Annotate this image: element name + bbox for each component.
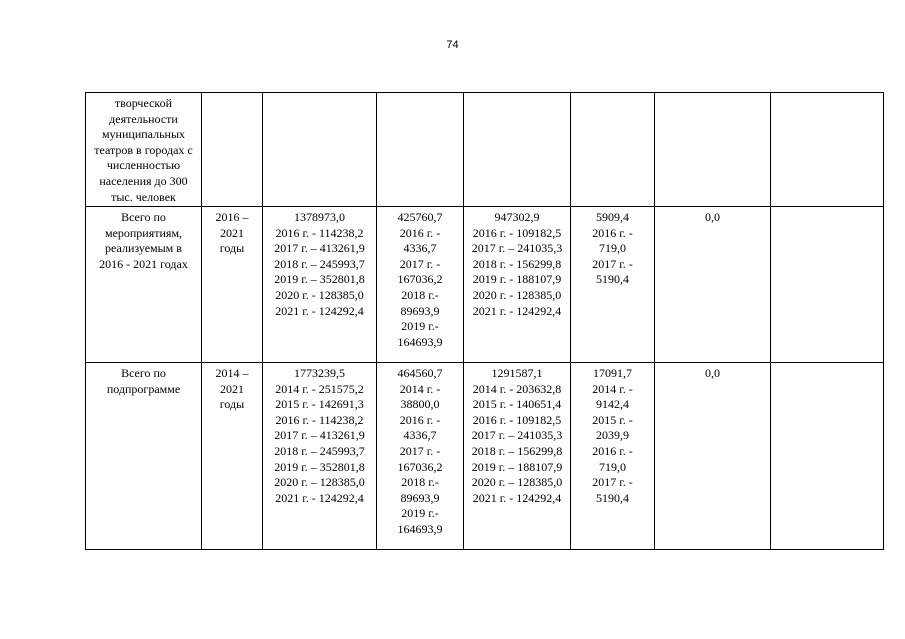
local-funding-line: 5190,4 xyxy=(596,272,629,287)
local-funding-line: 2015 г. - xyxy=(592,412,633,427)
local-funding-line: 5909,4 xyxy=(596,210,629,224)
federal-funding-cell xyxy=(377,93,464,207)
measure-name-line: творческой xyxy=(114,96,173,110)
federal-funding-line: 2019 г.- xyxy=(401,506,439,521)
local-funding-cell xyxy=(571,363,655,550)
measure-name-line: деятельности xyxy=(109,111,178,126)
measure-name-line: населения до 300 xyxy=(99,173,188,188)
federal-funding-line: 164693,9 xyxy=(397,521,443,536)
measure-name-line: мероприятиям, xyxy=(104,225,183,240)
regional-funding-line: 2021 г. - 124292,4 xyxy=(472,303,562,318)
federal-funding-line: 38800,0 xyxy=(400,397,440,412)
total-funding-line: 2020 г. – 128385,0 xyxy=(274,475,365,490)
total-funding-line: 2018 г. – 245993,7 xyxy=(274,256,365,271)
period-cell xyxy=(202,93,263,207)
local-funding-line: 5190,4 xyxy=(596,490,629,505)
federal-funding-line: 2014 г. - xyxy=(399,381,441,396)
regional-funding-line: 2017 г. – 241035,3 xyxy=(471,428,563,443)
total-funding-line: 2018 г. – 245993,7 xyxy=(274,443,365,458)
measure-name-line: муниципальных xyxy=(101,127,186,142)
local-funding-line: 2017 г. - xyxy=(592,475,633,490)
period-cell xyxy=(202,363,263,550)
federal-funding-cell xyxy=(377,207,464,363)
total-funding-cell xyxy=(263,363,377,550)
measure-name-line: Всего по xyxy=(121,366,166,380)
regional-funding-line: 2018 г. – 156299,8 xyxy=(471,443,563,458)
federal-funding-line: 2016 г. - xyxy=(399,412,441,427)
federal-funding-line: 2018 г.- xyxy=(401,475,439,490)
federal-funding-line: 164693,9 xyxy=(397,334,443,349)
page-number: 74 xyxy=(446,39,459,51)
local-funding-line: 2014 г. - xyxy=(592,381,633,396)
table-row xyxy=(86,363,884,550)
total-funding-line: 2021 г. - 124292,4 xyxy=(275,303,364,318)
regional-funding-line: 2014 г. - 203632,8 xyxy=(472,381,562,396)
federal-funding-line: 2017 г. - xyxy=(399,256,441,271)
measure-name-line: Всего по xyxy=(121,210,166,224)
federal-funding-cell xyxy=(377,363,464,550)
federal-funding-line: 89693,9 xyxy=(400,303,440,318)
regional-funding-line: 2020 г. - 128385,0 xyxy=(472,287,562,302)
local-funding-line: 17091,7 xyxy=(593,366,632,380)
total-funding-line: 2019 г. – 352801,8 xyxy=(274,459,365,474)
local-funding-line: 2016 г. - xyxy=(592,225,633,240)
measure-name-cell xyxy=(86,207,202,363)
federal-funding-line: 2019 г.- xyxy=(401,319,439,334)
total-funding-line: 2020 г. - 128385,0 xyxy=(275,287,364,302)
local-funding-line: 2017 г. - xyxy=(592,256,633,271)
total-funding-line: 1378973,0 xyxy=(294,210,345,224)
notes-cell xyxy=(771,207,884,363)
table-body xyxy=(86,93,884,550)
total-funding-line: 1773239,5 xyxy=(294,366,345,380)
total-funding-line: 2017 г. – 413261,9 xyxy=(274,428,365,443)
local-funding-line: 719,0 xyxy=(599,459,626,474)
local-funding-line: 9142,4 xyxy=(596,397,629,412)
notes-cell xyxy=(771,363,884,550)
federal-funding-line: 425760,7 xyxy=(397,210,443,224)
period-line: 2021 xyxy=(220,381,244,396)
regional-funding-line: 2017 г. – 241035,3 xyxy=(471,241,563,256)
regional-funding-line: 2019 г. - 188107,9 xyxy=(472,272,562,287)
total-funding-cell xyxy=(263,207,377,363)
period-line: 2021 xyxy=(220,225,244,240)
federal-funding-line: 167036,2 xyxy=(397,272,443,287)
other-funding-cell: 0,0 xyxy=(655,207,771,363)
table-row xyxy=(86,93,884,207)
total-funding-line: 2021 г. - 124292,4 xyxy=(275,490,364,505)
regional-funding-line: 2020 г. – 128385,0 xyxy=(471,475,563,490)
budget-table xyxy=(85,92,884,550)
notes-cell xyxy=(771,93,884,207)
total-funding-cell xyxy=(263,93,377,207)
total-funding-line: 2015 г. - 142691,3 xyxy=(275,397,364,412)
measure-name-line: театров в городах с xyxy=(94,142,193,157)
total-funding-line: 2019 г. – 352801,8 xyxy=(274,272,365,287)
local-funding-line: 719,0 xyxy=(599,241,626,256)
period-line: 2014 – xyxy=(215,366,249,380)
other-funding-cell xyxy=(655,93,771,207)
regional-funding-line: 2021 г. - 124292,4 xyxy=(472,490,562,505)
regional-funding-cell xyxy=(464,93,571,207)
local-funding-cell xyxy=(571,207,655,363)
table-row xyxy=(86,207,884,363)
total-funding-line: 2017 г. – 413261,9 xyxy=(274,241,365,256)
regional-funding-line: 947302,9 xyxy=(494,210,540,224)
regional-funding-line: 2019 г. – 188107,9 xyxy=(471,459,563,474)
federal-funding-line: 4336,7 xyxy=(403,428,437,443)
federal-funding-line: 2017 г. - xyxy=(399,443,441,458)
local-funding-line: 2016 г. - xyxy=(592,443,633,458)
total-funding-line: 2016 г. - 114238,2 xyxy=(275,412,364,427)
regional-funding-cell xyxy=(464,207,571,363)
period-cell xyxy=(202,207,263,363)
period-line: годы xyxy=(219,241,245,256)
measure-name-line: 2016 - 2021 годах xyxy=(99,256,188,271)
federal-funding-line: 2018 г.- xyxy=(401,287,439,302)
regional-funding-line: 2016 г. - 109182,5 xyxy=(472,225,562,240)
local-funding-cell xyxy=(571,93,655,207)
measure-name-line: реализуемым в xyxy=(105,241,182,256)
other-funding-cell: 0,0 xyxy=(655,363,771,550)
regional-funding-line: 2016 г. - 109182,5 xyxy=(472,412,562,427)
federal-funding-line: 4336,7 xyxy=(403,241,437,256)
federal-funding-line: 464560,7 xyxy=(397,366,443,380)
measure-name-line: подпрограмме xyxy=(106,381,181,396)
measure-name-cell xyxy=(86,93,202,207)
regional-funding-line: 2015 г. - 140651,4 xyxy=(472,397,562,412)
measure-name-line: численностью xyxy=(106,158,181,173)
measure-name-cell xyxy=(86,363,202,550)
local-funding-line: 2039,9 xyxy=(596,428,629,443)
federal-funding-line: 89693,9 xyxy=(400,490,440,505)
measure-name-line: тыс. человек xyxy=(111,189,176,204)
regional-funding-line: 1291587,1 xyxy=(491,366,543,380)
total-funding-line: 2016 г. - 114238,2 xyxy=(275,225,364,240)
federal-funding-line: 2016 г. - xyxy=(399,225,441,240)
regional-funding-cell xyxy=(464,363,571,550)
federal-funding-line: 167036,2 xyxy=(397,459,443,474)
regional-funding-line: 2018 г. - 156299,8 xyxy=(472,256,562,271)
total-funding-line: 2014 г. - 251575,2 xyxy=(275,381,364,396)
period-line: годы xyxy=(219,397,245,412)
period-line: 2016 – xyxy=(215,210,249,224)
